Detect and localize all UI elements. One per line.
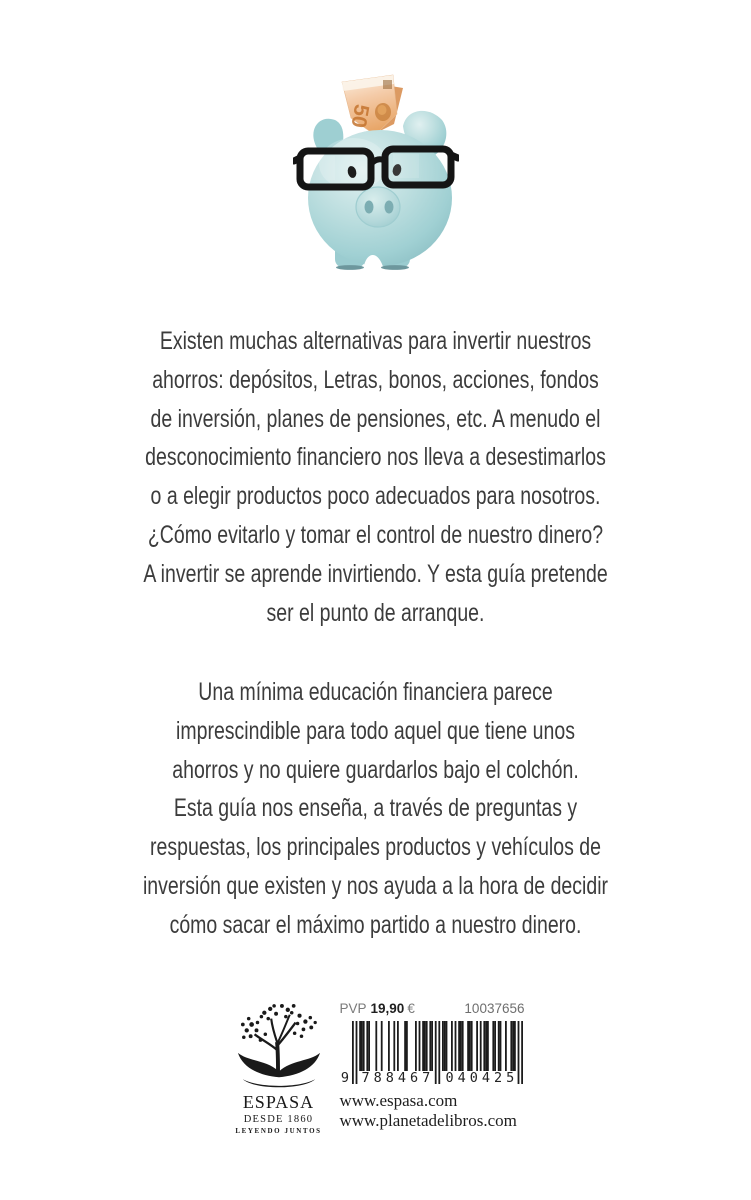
synopsis-line: o a elegir productos poco adecuados para nosotros.: [150, 482, 601, 511]
pig-left-nostril: [364, 201, 373, 214]
piggy-bank-icon: [293, 72, 459, 272]
synopsis-line: cómo sacar el máximo partido a nuestro dinero.: [169, 910, 582, 939]
synopsis-line: ahorros y no quiere guardarlos bajo el colchón.: [172, 755, 579, 784]
website-espasa: www.espasa.com: [339, 1091, 458, 1110]
synopsis-line: Una mínima educación financiera parece: [198, 678, 553, 706]
publisher-websites: [340, 1091, 525, 1131]
synopsis-line: respuestas, los principales productos y vehículos de: [150, 833, 601, 862]
barcode: [340, 1021, 525, 1084]
synopsis-paragraph-1: [83, 322, 669, 632]
commerce-block: [340, 1001, 525, 1131]
synopsis-line: A invertir se aprende invirtiendo. Y esta guía pretende: [143, 559, 608, 588]
synopsis-line: Existen muchas alternativas para invertir nuestros: [159, 327, 592, 355]
publisher-since: DESDE 1860: [243, 1114, 314, 1125]
espasa-tree-book-icon: [235, 1001, 323, 1091]
synopsis-paragraph-2: [83, 673, 669, 945]
edition-code: 10037656: [464, 1001, 525, 1016]
synopsis-line: Esta guía nos enseña, a través de preguntas y: [173, 794, 578, 823]
price-currency: €: [407, 1001, 415, 1016]
barcode-left-digits: 788467: [358, 1071, 433, 1085]
synopsis-line: de inversión, planes de pensiones, etc. A menudo el: [150, 404, 601, 433]
synopsis-line: imprescindible para todo aquel que tiene unos: [176, 716, 575, 745]
piggy-bank-photo: [0, 72, 751, 272]
barcode-right-digits: 040425: [442, 1071, 516, 1085]
publisher-name: ESPASA: [242, 1092, 315, 1112]
price-row: [340, 1001, 525, 1017]
synopsis-line: ¿Cómo evitarlo y tomar el control de nuestro dinero?: [147, 520, 604, 549]
synopsis-line: ser el punto de arranque.: [266, 598, 485, 627]
publisher-logo: [233, 1001, 325, 1135]
banknote-icon: [342, 75, 403, 135]
pig-right-nostril: [384, 201, 393, 214]
footer: [0, 1001, 751, 1135]
barcode-lead-digit: 9: [340, 1070, 350, 1086]
banknote-value: 50: [345, 102, 373, 130]
website-planetadelibros: www.planetadelibros.com: [339, 1111, 517, 1130]
synopsis-line: ahorros: depósitos, Letras, bonos, acciones, fondos: [152, 365, 599, 394]
synopsis-line: desconocimiento financiero nos lleva a desestimarlos: [145, 443, 606, 472]
price-label: PVP: [339, 1001, 367, 1016]
publisher-motto: LEYENDO JUNTOS: [235, 1127, 322, 1135]
price-amount: 19,90: [370, 1001, 405, 1016]
synopsis-line: inversión que existen y nos ayuda a la hora de decidir: [142, 871, 609, 900]
